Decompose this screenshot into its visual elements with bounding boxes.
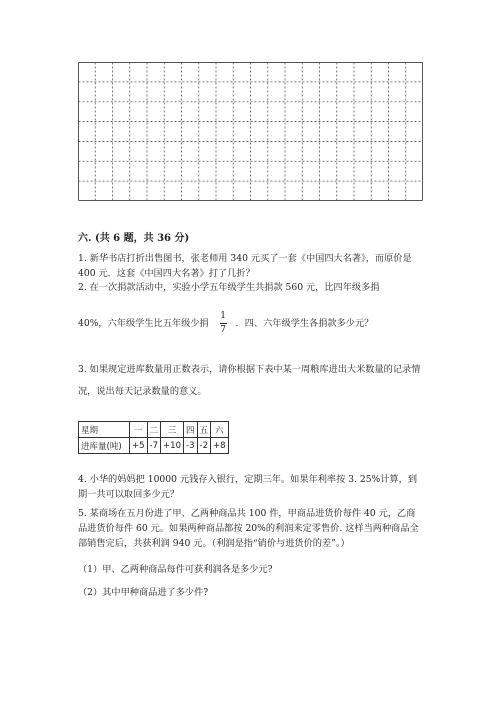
table-cell: -2: [197, 438, 211, 454]
answer-grid-lines: [78, 62, 423, 201]
table-header-cell: 六: [211, 422, 229, 438]
table-cell: -3: [184, 438, 198, 454]
table-cell: -7: [147, 438, 161, 454]
fraction: [220, 311, 227, 336]
fraction-numerator: 1: [220, 311, 226, 321]
table-header-cell: 三: [161, 422, 184, 438]
question-3: 3. 如果规定进库数量用正数表示，请你根据下表中某一周粮库进出大米数量的记录情况，说出每天记录数量的意义。: [78, 364, 421, 397]
table-row: [79, 438, 229, 454]
question-2-line1: 2. 在一次捐款活动中，实验小学五年级学生共捐款 560 元，比四年级多捐: [78, 282, 380, 293]
table-cell: +8: [211, 438, 229, 454]
question-5: 5. 某商场在五月份进了甲、乙两种商品共 100 件，甲商品进货价每件 40 元，乙商品进货价每件 60 元。如果两种商品都按 20%的利润来定零售价. 这样当两种商品全部销售完后，共获利润 940 元。（利润是指“销价与进货价的差”。）: [78, 508, 419, 549]
answer-grid: [78, 62, 423, 201]
grain-table: [78, 421, 229, 454]
question-5-sub-1: （1）甲、乙两种商品每件可获利润各是多少元?: [78, 564, 273, 575]
question-1: 1. 新华书店打折出售图书，张老师用 340 元买了一套《中国四大名著》，而原价是 400 元．这套《中国四大名著》打了几折？: [78, 253, 412, 279]
table-header-cell: 四: [184, 422, 198, 438]
question-2-line2: [78, 311, 373, 336]
fraction-bar: [220, 323, 227, 324]
table-cell: 进库量(吨): [79, 438, 130, 454]
table-cell: +10: [161, 438, 184, 454]
table-header-row: [79, 422, 229, 438]
table-header-cell: 二: [147, 422, 161, 438]
question-2-text-a: 40%，六年级学生比五年级少捐: [78, 318, 209, 329]
table-header-cell: 星期: [79, 422, 130, 438]
question-5-sub-2: （2）其中甲种商品进了多少件?: [78, 587, 209, 598]
table-header-cell: 一: [130, 422, 148, 438]
table-header-cell: 五: [197, 422, 211, 438]
table-cell: +5: [130, 438, 148, 454]
section-title: 六. (共 6 题，共 36 分): [78, 233, 190, 244]
question-4: 4. 小华的妈妈把 10000 元钱存入银行，定期三年。如果年利率按 3. 25%计算，到期一共可以取回多少元？: [78, 474, 418, 500]
fraction-denominator: 7: [220, 325, 226, 335]
question-2-text-b: ．四、六年级学生各捐款多少元？: [235, 318, 374, 329]
